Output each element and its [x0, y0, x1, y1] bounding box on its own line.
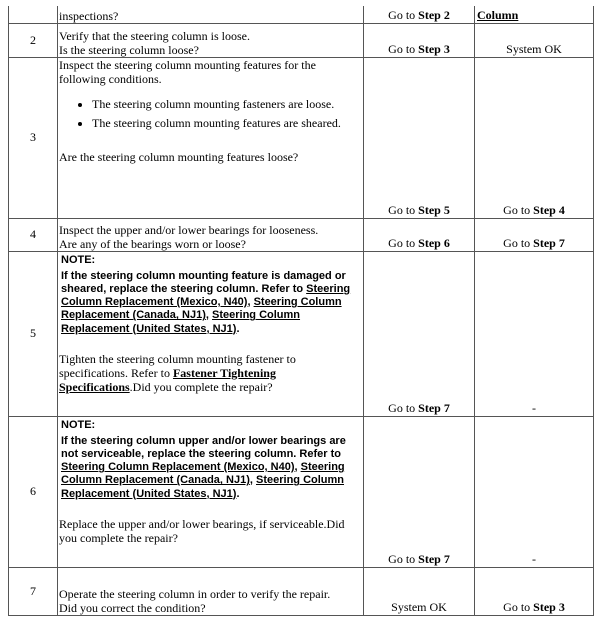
yes-result: Go to Step 6 [364, 218, 475, 251]
step-link[interactable]: Step 7 [533, 235, 565, 250]
step-action: Inspect the upper and/or lower bearings for looseness. Are any of the bearings worn or loose? [58, 218, 364, 251]
replacement-link-mexico[interactable]: Steering Column Replacement (Mexico, N40) [61, 282, 351, 309]
note-box: NOTE: If the steering column upper and/or lower bearings are not serviceable, replace the steering column. Refer to Steering Column Replacement (Mexico, N40), Steering Column Replacement (Canada, NJ1), Steering Column Replacement (United States, NJ1). [58, 417, 363, 501]
step-link[interactable]: Step 5 [418, 202, 450, 217]
list-item: • The steering column mounting fasteners are loose. [92, 97, 362, 111]
yes-result: Go to Step 5 [364, 57, 475, 218]
note-box: NOTE: If the steering column mounting feature is damaged or sheared, replace the steering column. Refer to Steering Column Replacement (Mexico, N40), Steering Column Replacement (Canada, NJ1), Steering Column Replacement (United States, NJ1). [58, 252, 363, 336]
step-number: 5 [9, 251, 58, 416]
table-row [9, 567, 594, 615]
yes-result: Go to Step 7 [364, 416, 475, 567]
step-link[interactable]: Step 7 [418, 400, 450, 415]
condition-list [59, 97, 362, 130]
action-text: inspections? [59, 8, 119, 23]
step-number: 7 [9, 567, 58, 615]
step-action: Operate the steering column in order to verify the repair. Did you correct the condition? [58, 567, 364, 615]
table-row [9, 218, 594, 251]
yes-result: System OK [364, 567, 475, 615]
replacement-link-us[interactable]: Steering Column Replacement (United States, NJ1) [61, 309, 301, 335]
table-row [9, 23, 594, 57]
no-result: System OK [475, 23, 594, 57]
step-link[interactable]: Step 2 [418, 7, 450, 22]
no-result: Go to Step 4 [475, 57, 594, 218]
no-result: - [475, 416, 594, 567]
step-link[interactable]: Step 4 [533, 202, 565, 217]
step-action: NOTE: If the steering column upper and/or lower bearings are not serviceable, replace the steering column. Refer to Steering Column Replacement (Mexico, N40), Steering Column Replacement (Canada, NJ1), Steering Column Replacement (United States, NJ1). Replace the upper and/or lower bearings, if serviceable.Did you complete the repair? [58, 416, 364, 567]
step-number: 3 [9, 57, 58, 218]
table-row [9, 57, 594, 218]
step-action: Inspect the steering column mounting features for the following conditions. • The steering column mounting fasteners are loose. • The steering column mounting features are sheared. Are the steering column mounting features loose? [58, 57, 364, 218]
replacement-link-canada[interactable]: Steering Column Replacement (Canada, NJ1) [61, 461, 345, 487]
diagnostic-table-page [8, 6, 593, 616]
list-item: • The steering column mounting features are sheared. [92, 116, 362, 130]
yes-result: Go to Step 3 [364, 23, 475, 57]
yes-result: Go to Step 7 [364, 251, 475, 416]
step-number [9, 6, 58, 23]
step-number: 4 [9, 218, 58, 251]
table-row [9, 6, 594, 23]
step-action: NOTE: If the steering column mounting feature is damaged or sheared, replace the steering column. Refer to Steering Column Replacement (Mexico, N40), Steering Column Replacement (Canada, NJ1), Steering Column Replacement (United States, NJ1). Tighten the steering column mounting fastener to specifications. Refer to Fastener Tightening Specifications.Did you complete the repair? [58, 251, 364, 416]
note-label: NOTE: [61, 253, 96, 266]
table-row [9, 251, 594, 416]
yes-result: Go to Step 2 [364, 6, 475, 23]
no-result [475, 6, 594, 23]
replacement-link-us[interactable]: Steering Column Replacement (United States, NJ1) [61, 474, 345, 500]
no-result: Go to Step 3 [475, 567, 594, 615]
step-link[interactable]: Step 3 [418, 41, 450, 56]
diagnostic-steps-table [8, 6, 594, 616]
step-link[interactable]: Step 3 [533, 599, 565, 614]
step-action [58, 6, 364, 23]
no-result: Go to Step 7 [475, 218, 594, 251]
no-result: - [475, 251, 594, 416]
replacement-link-canada[interactable]: Steering Column Replacement (Canada, NJ1) [61, 296, 342, 322]
fastener-spec-link[interactable]: Fastener Tightening Specifications [59, 365, 276, 394]
step-number: 6 [9, 416, 58, 567]
step-link[interactable]: Step 6 [418, 235, 450, 250]
column-link[interactable]: Column [477, 7, 519, 22]
table-row [9, 416, 594, 567]
step-action: Verify that the steering column is loose. Is the steering column loose? [58, 23, 364, 57]
step-link[interactable]: Step 7 [418, 551, 450, 566]
note-label: NOTE: [61, 418, 96, 431]
replacement-link-mexico[interactable]: Steering Column Replacement (Mexico, N40) [61, 461, 295, 474]
step-number: 2 [9, 23, 58, 57]
